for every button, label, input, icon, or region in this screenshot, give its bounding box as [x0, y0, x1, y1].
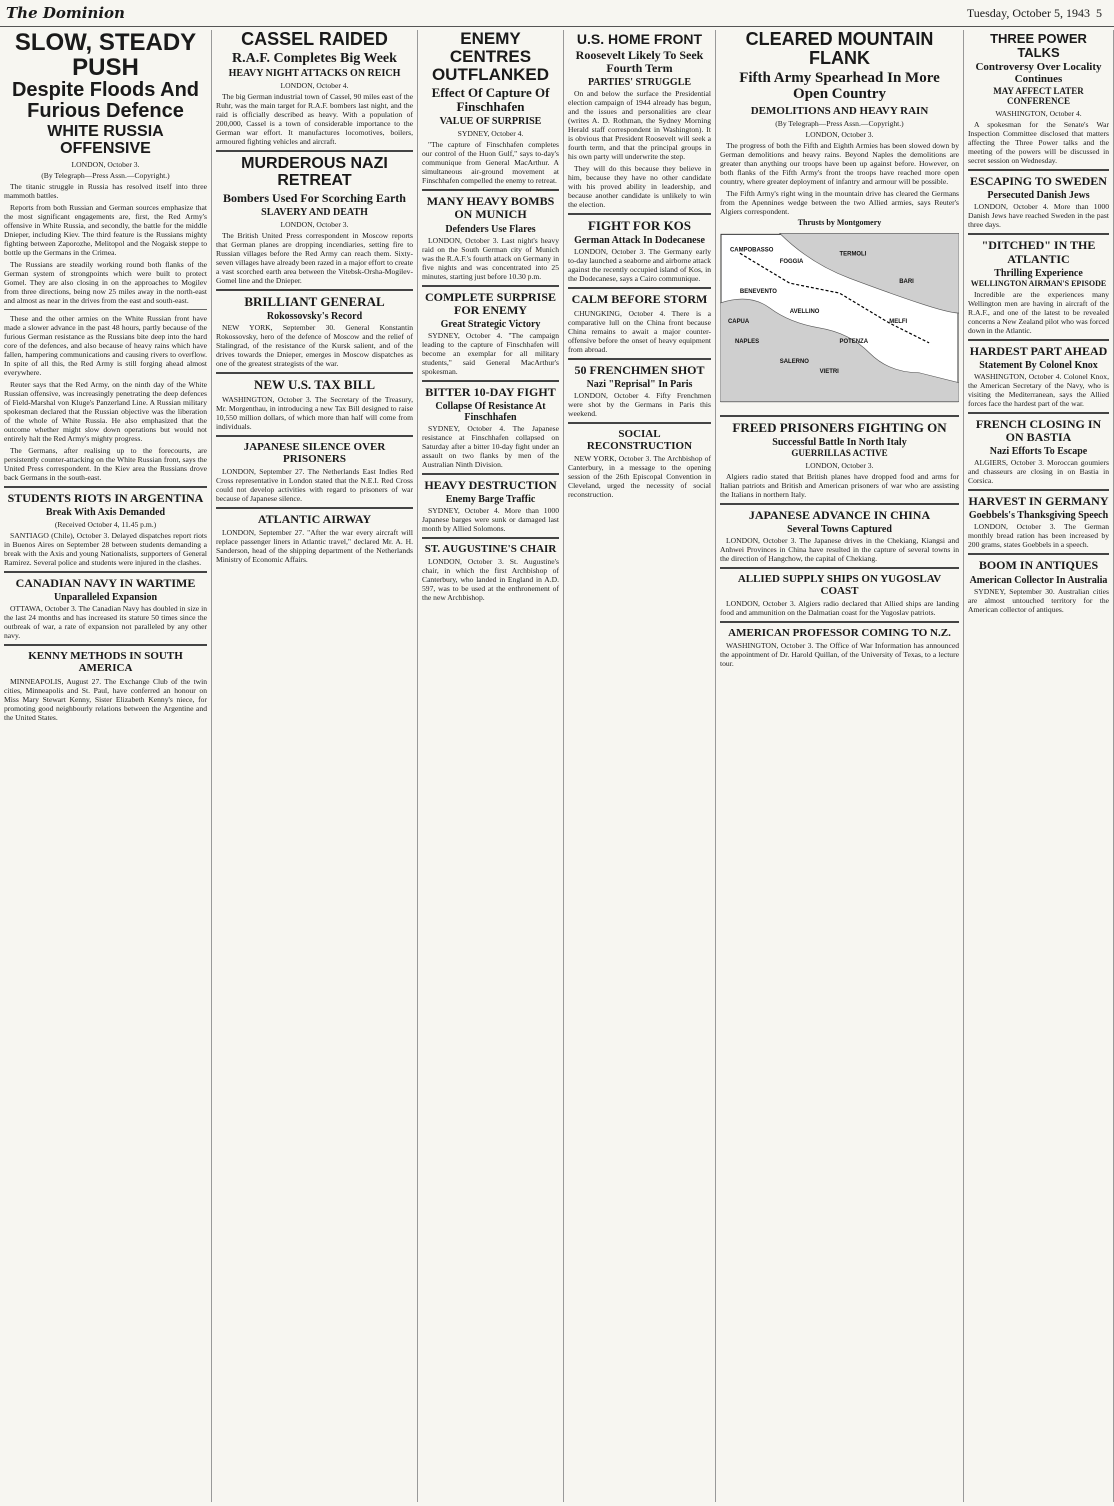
paragraph: The progress of both the Fifth and Eighth Armies has been slowed down by German demolitions and heavy rains. Beyond Naples the demolitions are greater than anything our troops have been up against before. However, on both flanks of the Fifth Army's front the troops have reached more open country, where greater deployment of infantry and armour will be possible. — [720, 140, 959, 186]
article-headline: KENNY METHODS IN SOUTH AMERICA — [28, 650, 183, 675]
map-label: BARI — [899, 278, 914, 285]
paragraph: NEW YORK, October 3. The Archbishop of Canterbury, in a message to the opening session of the 26th Episcopal Convention in Cleveland, urged the necessity of social reconstruction. — [568, 453, 711, 499]
paragraph: LONDON, October 3. The German monthly bread ration has been increased by 200 grams, states Goebbels in a speech. — [968, 522, 1109, 550]
article-headline: JAPANESE ADVANCE IN CHINA — [748, 507, 931, 522]
paragraph: Incredible are the experiences many Wellington men are having in aircraft of the R.A.F., and one of the latest to be revealed concerns a New Zealand pilot who was forced down in the Atlantic. — [968, 289, 1109, 335]
article-subheadline: Several Towns Captured — [787, 524, 892, 536]
article-headline: FRENCH CLOSING IN ON BASTIA — [975, 416, 1102, 444]
article-headline: BOOM IN ANTIQUES — [978, 558, 1099, 573]
paragraph: LONDON, October 3. The Germany early to-day launched a seaborne and airborne attack against the recently occupied island of Kos, in the Dodecanese, says a Cairo communique. — [568, 247, 711, 284]
map-label: MELFI — [889, 318, 908, 325]
map-label: FOGGIA — [779, 258, 804, 265]
article-subheadline: Effect Of Capture Of Finschhafen — [431, 84, 550, 114]
article-subheadline: Enemy Barge Traffic — [445, 494, 536, 506]
article-subheadline: Successful Battle In North Italy — [772, 436, 907, 448]
column-5 — [716, 30, 964, 1502]
dateline: (Received October 4, 11.45 p.m.) — [54, 520, 157, 530]
dateline: LONDON, October 3. — [805, 129, 874, 139]
italy-map — [720, 233, 959, 403]
paragraph: The Russians are steadily working round both flanks of the German system of strongpoints which were built to protect Gomel. They are also closing in on the approaches to Mogilev from three directions, being now 25 miles away in the north-east and almost as near in the drives from the east and south-east. — [4, 259, 207, 305]
article-headline: JAPANESE SILENCE OVER PRISONERS — [243, 440, 386, 465]
column-2 — [212, 30, 418, 1502]
article-subheadline: Roosevelt Likely To Seek Fourth Term — [575, 47, 704, 75]
article-subheadline: American Collector In Australia — [969, 574, 1108, 586]
article-deck: PARTIES' STRUGGLE — [587, 77, 692, 89]
article-deck: HEAVY NIGHT ATTACKS ON REICH — [228, 68, 401, 80]
paragraph: Algiers radio stated that British planes have dropped food and arms for Italian patriots and British and American prisoners of war who are assisting the Italians in northern Italy. — [720, 471, 959, 499]
article-subheadline: Nazi Efforts To Escape — [989, 446, 1088, 458]
article-headline: NEW U.S. TAX BILL — [253, 377, 375, 393]
paragraph: The big German industrial town of Cassel, 90 miles east of the Ruhr, was the main target for R.A.F. bombers last night, and the raid is officially described as heavy. With a population of 200,000, Cassel is a town of considerable importance to the German war effort. It manufactures locomotives, boilers, armoured fighting vehicles and aircraft. — [216, 92, 413, 147]
map-label: TERMOLI — [839, 250, 867, 257]
paragraph: CHUNGKING, October 4. There is a comparative lull on the China front because China remains to await a major counter-offensive before the onset of heavy equipment from abroad. — [568, 308, 711, 354]
paragraph: SYDNEY, September 30. Australian cities are almost untouched territory for the American collector of antiques. — [968, 586, 1109, 614]
paragraph: NEW YORK, September 30. General Konstantin Rokossovsky, hero of the defence of Moscow and the relief of Stalingrad, of the resistance of the Kursk salient, and of the drives towards the Dnieper, emerges in Moscow dispatches as one of the greatest strategists of the war. — [216, 323, 413, 369]
map-label: VIETRI — [819, 368, 839, 375]
paragraph: WASHINGTON, October 3. The Secretary of the Treasury, Mr. Morgenthau, in introducing a new Tax Bill designed to raise 10,550 million dollars, of which more than half will come from individuals. — [216, 394, 413, 431]
article-headline: FIGHT FOR KOS — [587, 218, 692, 234]
paragraph: LONDON, October 3. Last night's heavy raid on the South German city of Munich was the R.A.F.'s fourth attack on Germany in five nights and was concentrated into 25 minutes, starting just before 10.30 p.m. — [422, 235, 559, 281]
dateline: SYDNEY, October 4. — [457, 129, 524, 139]
paragraph: SYDNEY, October 4. More than 1000 Japanese barges were sunk or damaged last month by Allied Solomons. — [422, 506, 559, 534]
article-deck: WELLINGTON AIRMAN'S EPISODE — [970, 278, 1107, 288]
article-deck: VALUE OF SURPRISE — [439, 116, 542, 128]
paragraph: ALGIERS, October 3. Moroccan goumiers and chasseurs are closing in on Bastia in Corsica. — [968, 458, 1109, 486]
paragraph: LONDON, October 3. St. Augustine's chair, in which the first Archbishop of Canterbury, who landed in England in A.D. 597, was to be used at the enthronement of the new Archbishop. — [422, 557, 559, 603]
article-headline: ALLIED SUPPLY SHIPS ON YUGOSLAV COAST — [737, 573, 942, 598]
paragraph: SANTIAGO (Chile), October 3. Delayed dispatches report riots in Buenos Aires on September 28 between students demanding a break with the Axis and young Nationalists, supporters of General Ramirez. Several police and students were injured in the clashes. — [4, 531, 207, 568]
article-subheadline: Controversy Over Locality Continues — [975, 61, 1102, 86]
article-headline: CANADIAN NAVY IN WARTIME — [15, 576, 196, 591]
map-label: CAMPOBASSO — [729, 246, 774, 253]
paragraph: The Fifth Army's right wing in the mountain drive has cleared the Germans from the Apennines wedge between the two Allied armies, says Reuter's Algiers correspondent. — [720, 188, 959, 216]
paragraph: LONDON, October 4. More than 1000 Danish Jews have reached Sweden in the past three days. — [968, 202, 1109, 230]
column-4 — [564, 30, 716, 1502]
paragraph: The titanic struggle in Russia has resolved itself into three mammoth battles. — [4, 181, 207, 200]
article-headline: HEAVY DESTRUCTION — [424, 478, 557, 493]
article-headline: STUDENTS RIOTS IN ARGENTINA — [7, 490, 204, 505]
newspaper-name: The Dominion — [6, 4, 125, 22]
article-subheadline: Fifth Army Spearhead In More Open Country — [739, 69, 940, 103]
paragraph: They will do this because they believe in him, because they have no other candidate with his proved ability in leadership, and because another candidate is unlikely to win the election. — [568, 164, 711, 210]
article-headline: COMPLETE SURPRISE FOR ENEMY — [424, 289, 557, 317]
article-headline: CLEARED MOUNTAIN FLANK — [745, 30, 934, 68]
article-headline: MANY HEAVY BOMBS ON MUNICH — [426, 194, 555, 222]
article-headline: MURDEROUS NAZI RETREAT — [241, 155, 388, 190]
article-deck: SLAVERY AND DEATH — [261, 207, 368, 219]
paragraph: WASHINGTON, October 3. The Office of War Information has announced the appointment of Dr. Harold Quillan, of the University of Texas, to a lecture tour. — [720, 641, 959, 669]
dateline: LONDON, October 3. — [805, 460, 874, 470]
article-headline: 50 FRENCHMEN SHOT — [574, 362, 705, 377]
dateline: LONDON, October 3. — [280, 220, 349, 230]
paragraph: The Germans, after realising up to the forecourts, are persistently counter-attacking on the White Russian front, says the United Press correspondent. In the Kiev area the Russians drove back Germans in the south-east. — [4, 445, 207, 482]
article-headline: CALM BEFORE STORM — [571, 292, 708, 307]
article-subheadline: Break With Axis Demanded — [45, 507, 166, 519]
credit: (By Telegraph—Press Assn.—Copyright.) — [41, 170, 170, 180]
article-subheadline: Unparalleled Expansion — [53, 592, 158, 604]
article-subheadline: Bombers Used For Scorching Earth — [223, 190, 406, 205]
article-subheadline: Statement By Colonel Knox — [979, 359, 1098, 371]
article-deck: MAY AFFECT LATER CONFERENCE — [993, 86, 1084, 107]
column-1 — [0, 30, 212, 1502]
paragraph: The British United Press correspondent in Moscow reports that German planes are dropping incendiaries, setting fire to Russian villages before the Red Army can reach them. Sixty-seven villages have already been razed in a major effort to create a vast scorched earth area between the Vitebsk-Orsha-Mogilev-Gomel line and the Dnieper. — [216, 231, 413, 286]
article-deck: DEMOLITIONS AND HEAVY RAIN — [750, 104, 929, 117]
paragraph: On and below the surface the Presidential election campaign of 1944 already has begun, and the issues and personalities are clear (writes A. D. Rothman, the Sydney Morning Herald staff correspondent in Washington). It is obvious that President Roosevelt will seek a fourth term, and that the principal groups in his own party will underwrite the step. — [568, 89, 711, 162]
dateline: LONDON, October 3. — [71, 159, 140, 169]
column-3 — [418, 30, 564, 1502]
article-subheadline: Collapse Of Resistance At Finschhafen — [435, 401, 546, 424]
map-label: SALERNO — [779, 358, 809, 365]
article-subheadline: German Attack In Dodecanese — [574, 235, 705, 247]
article-headline: ESCAPING TO SWEDEN — [970, 174, 1107, 189]
article-headline: U.S. HOME FRONT — [576, 31, 703, 47]
column-6 — [964, 30, 1114, 1502]
article-headline: "DITCHED" IN THE ATLANTIC — [981, 238, 1096, 266]
paragraph: OTTAWA, October 3. The Canadian Navy has doubled in size in the last 24 months and has increased its stature 50 times since the outbreak of war, a rate of expansion not paralleled by any other navy. — [4, 604, 207, 641]
article-headline: ATLANTIC AIRWAY — [257, 511, 372, 526]
article-subheadline: Goebbels's Thanksgiving Speech — [968, 510, 1109, 522]
article-subheadline: R.A.F. Completes Big Week — [232, 50, 397, 66]
article-subheadline: Persecuted Danish Jews — [987, 190, 1090, 202]
paragraph: LONDON, September 27. The Netherlands East Indies Red Cross representative in London stated that the N.E.I. Red Cross could not develop activities with regard to prisoners of war because of Japanese silence. — [216, 466, 413, 503]
issue-date: Tuesday, October 5, 1943 5 — [966, 6, 1102, 20]
masthead — [0, 0, 1114, 27]
article-headline: ST. AUGUSTINE'S CHAIR — [424, 543, 557, 556]
paragraph: LONDON, September 27. "After the war every aircraft will replace passenger liners in Atlantic travel," declared Mr. A. H. Sanderson, head of the shipping department of the Netherlands Ministry of Economic Affairs. — [216, 528, 413, 565]
lead-subheadline: Despite Floods And Furious Defence — [11, 79, 200, 123]
map-label: BENEVENTO — [739, 288, 777, 295]
map-label: NAPLES — [734, 338, 760, 345]
credit: (By Telegraph—Press Assn.—Copyright.) — [775, 118, 904, 128]
article-subheadline: Nazi "Reprisal" In Paris — [586, 378, 693, 390]
paragraph: Reuter says that the Red Army, on the ninth day of the White Russian offensive, was increasingly penetrating the deep defences of Field-Marshal von Kluge's Panzerland Line. A Russian military spokesman declared that the Russian objective was the liberation of the whole of White Russia. He also emphasized that the outcome whether might slow down operations but would not entirely halt the Red Army's mighty progress. — [4, 379, 207, 443]
article-headline: FREED PRISONERS FIGHTING ON — [732, 419, 947, 435]
article-headline: THREE POWER TALKS — [990, 31, 1087, 60]
article-headline: HARVEST IN GERMANY — [968, 494, 1109, 509]
paragraph: Reports from both Russian and German sources emphasize that the most significant engagements are, first, the Red Army's offensive in White Russia, and secondly, the battle for the middle Dnieper, including Kiev. The third feature is the Russians mighty fighting between Zaporozhe, Melitopol and the Nogaisk steppe to bottle up the Germans in the Crimea. — [4, 202, 207, 257]
article-subheadline: Thrilling Experience — [994, 267, 1083, 279]
map-caption: Thrusts by Montgomery — [797, 217, 882, 227]
article-deck: GUERRILLAS ACTIVE — [791, 447, 888, 458]
paragraph: LONDON, October 4. Fifty Frenchmen were shot by the Germans in Paris this weekend. — [568, 390, 711, 418]
dateline: WASHINGTON, October 4. — [995, 109, 1082, 119]
article-headline: AMERICAN PROFESSOR COMING TO N.Z. — [728, 627, 951, 640]
article-headline: SOCIAL RECONSTRUCTION — [586, 427, 693, 452]
paragraph: SYDNEY, October 4. The Japanese resistance at Finschhafen collapsed on Saturday after a bitter 10-day fight under an assault on two flanks by men of the Australian Ninth Division. — [422, 424, 559, 470]
dateline: LONDON, October 4. — [280, 81, 349, 91]
paragraph: WASHINGTON, October 4. Colonel Knox, the American Secretary of the Navy, who is visiting the Mediterranean, says the Allied forces face the hardest part of the war. — [968, 371, 1109, 408]
paragraph: LONDON, October 3. The Japanese drives in the Chekiang, Kiangsi and Anhwei Provinces in China have resulted in the capture of several towns in the direction of Hangchow, the capital of Chekiang. — [720, 536, 959, 564]
map-label: CAPUA — [727, 318, 750, 325]
article-headline: ENEMY CENTRES OUTFLANKED — [431, 30, 550, 84]
paragraph: These and the other armies on the White Russian front have made a slower advance in the past 48 hours, partly because of the furious German resistance as the Russians bite deep into the hard core of the defences, and also because of heavy rains which have fallen, hampering communications and causing rivers to overflow. In spite of all this, the Red Army is still forging ahead almost everywhere. — [4, 313, 207, 377]
lead-deck: WHITE RUSSIA OFFENSIVE — [47, 123, 164, 158]
paragraph: SYDNEY, October 4. "The campaign leading to the capture of Finschhafen will become an exemplar for all military students," said General MacArthur's spokesman. — [422, 330, 559, 376]
article-subheadline: Great Strategic Victory — [440, 318, 541, 330]
paragraph: LONDON, October 3. Algiers radio declared that Allied ships are landing food and ammunition on the Dalmatian coast for the Yugoslav patriots. — [720, 599, 959, 618]
paragraph: A spokesman for the Senate's War Inspection Committee disclosed that matters affecting the Three Power talks and the meeting of the powers will be discussed in secret session on Wednesday. — [968, 120, 1109, 166]
paragraph: "The capture of Finschhafen completes our control of the Huon Gulf," says to-day's communique from General MacArthur. A simultaneous air-ground movement at Finschhafen compelled the enemy to retreat. — [422, 140, 559, 186]
map-label: AVELLINO — [789, 308, 820, 315]
article-headline: HARDEST PART AHEAD — [969, 343, 1108, 358]
article-subheadline: Defenders Use Flares — [445, 223, 536, 235]
paragraph: MINNEAPOLIS, August 27. The Exchange Club of the twin cities, Minneapolis and St. Paul, have conferred an honour on Miss Mary Stewart Kenny, Sister Elizabeth Kenny's niece, for promoting good neighbourly relations between the Argentine and the United States. — [4, 676, 207, 722]
article-headline: BITTER 10-DAY FIGHT — [425, 384, 556, 399]
article-headline: BRILLIANT GENERAL — [244, 294, 385, 310]
article-headline: CASSEL RAIDED — [241, 30, 388, 49]
lead-headline: SLOW, STEADY PUSH — [14, 30, 197, 82]
map-label: POTENZA — [839, 338, 869, 345]
article-subheadline: Rokossovsky's Record — [266, 311, 363, 323]
